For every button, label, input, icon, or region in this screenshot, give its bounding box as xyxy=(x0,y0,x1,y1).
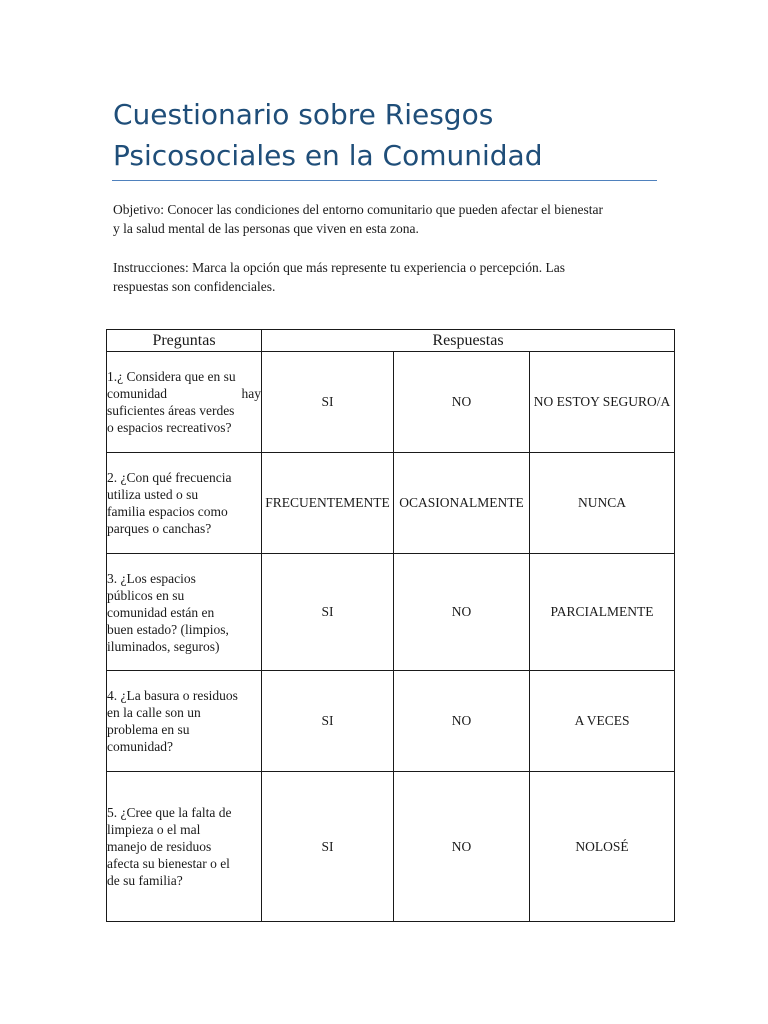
objective-paragraph xyxy=(113,200,673,238)
question-cell xyxy=(107,772,262,922)
objective-line: y la salud mental de las personas que viven en esta zona. xyxy=(113,221,419,236)
instructions-line: respuestas son confidenciales. xyxy=(113,279,276,294)
questionnaire-table xyxy=(106,329,675,922)
header-questions: Preguntas xyxy=(107,330,262,352)
question-line: parques o canchas? xyxy=(107,521,212,536)
answer-option[interactable]: SI xyxy=(262,352,394,453)
answer-option[interactable]: NOLOSÉ xyxy=(530,772,675,922)
question-line: utiliza usted o su xyxy=(107,487,199,502)
answer-option[interactable]: SI xyxy=(262,671,394,772)
question-line xyxy=(107,385,261,402)
question-line: problema en su xyxy=(107,722,190,737)
answer-option[interactable]: NUNCA xyxy=(530,453,675,554)
title-underline xyxy=(112,180,657,181)
answer-option[interactable]: PARCIALMENTE xyxy=(530,554,675,671)
question-line: limpieza o el mal xyxy=(107,822,201,837)
document-title-line: Psicosociales en la Comunidad xyxy=(113,139,543,172)
table-row xyxy=(107,772,675,922)
question-line: comunidad están en xyxy=(107,604,215,620)
question-word: comunidad xyxy=(107,386,167,401)
question-line: 5. ¿Cree que la falta de xyxy=(107,805,232,820)
question-line: 3. ¿Los espacios xyxy=(107,570,196,586)
question-line: suficientes áreas verdes xyxy=(107,403,235,418)
question-line: en la calle son un xyxy=(107,705,201,720)
document-title-line: Cuestionario sobre Riesgos xyxy=(113,98,494,131)
document-title xyxy=(113,94,673,176)
table-header-row xyxy=(107,330,675,352)
answer-option[interactable]: NO xyxy=(394,554,530,671)
objective-line: Objetivo: Conocer las condiciones del entorno comunitario que pueden afectar el bienestar xyxy=(113,202,603,217)
question-line: 1.¿ Considera que en su xyxy=(107,369,236,384)
question-line: comunidad? xyxy=(107,739,173,754)
answer-option[interactable]: FRECUENTEMENTE xyxy=(262,453,394,554)
question-line: buen estado? (limpios, xyxy=(107,621,229,637)
answer-option[interactable]: NO xyxy=(394,671,530,772)
question-word: hay xyxy=(241,386,261,401)
question-cell xyxy=(107,554,262,671)
table-row xyxy=(107,352,675,453)
table-row xyxy=(107,453,675,554)
answer-option[interactable]: NO ESTOY SEGURO/A xyxy=(530,352,675,453)
instructions-line: Instrucciones: Marca la opción que más represente tu experiencia o percepción. Las xyxy=(113,260,566,275)
question-line: 4. ¿La basura o residuos xyxy=(107,688,238,703)
question-line: de su familia? xyxy=(107,873,183,888)
header-answers: Respuestas xyxy=(262,330,675,352)
answer-option[interactable]: NO xyxy=(394,352,530,453)
answer-option[interactable]: SI xyxy=(262,772,394,922)
answer-option[interactable]: SI xyxy=(262,554,394,671)
question-line: o espacios recreativos? xyxy=(107,420,232,435)
answer-option[interactable]: OCASIONALMENTE xyxy=(394,453,530,554)
question-line: afecta su bienestar o el xyxy=(107,856,230,871)
question-cell xyxy=(107,352,262,453)
question-line: iluminados, seguros) xyxy=(107,638,220,654)
question-cell xyxy=(107,453,262,554)
table-row xyxy=(107,554,675,671)
question-line: manejo de residuos xyxy=(107,839,212,854)
answer-option[interactable]: A VECES xyxy=(530,671,675,772)
question-line: públicos en su xyxy=(107,587,185,603)
question-line: 2. ¿Con qué frecuencia xyxy=(107,470,232,485)
answer-option[interactable]: NO xyxy=(394,772,530,922)
table-row xyxy=(107,671,675,772)
instructions-paragraph xyxy=(113,258,673,296)
question-line: familia espacios como xyxy=(107,504,228,519)
question-cell xyxy=(107,671,262,772)
